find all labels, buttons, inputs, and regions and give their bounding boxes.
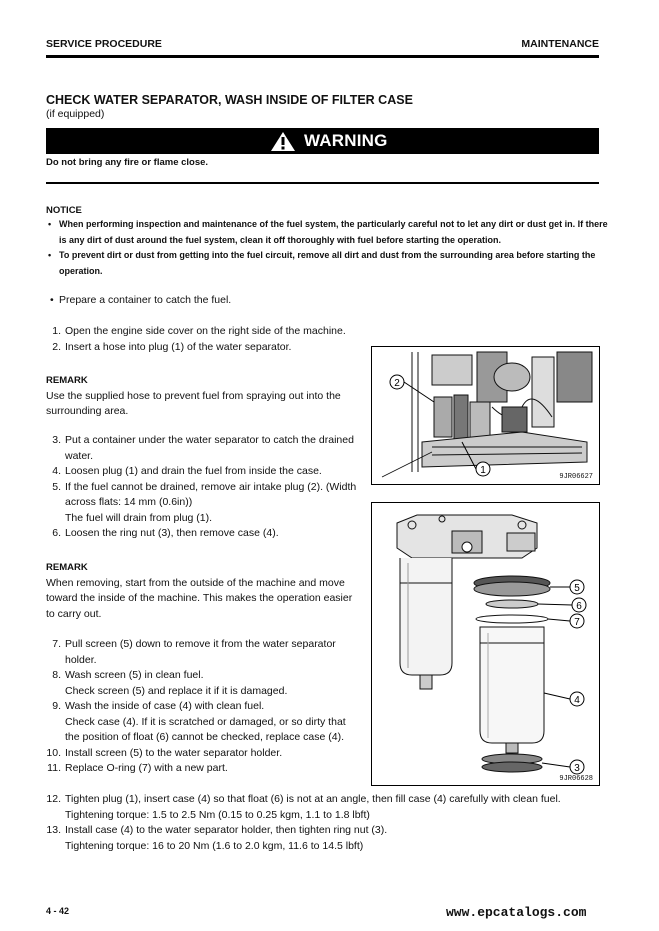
step-text: Loosen plug (1) and drain the fuel from inside the case. — [65, 465, 322, 477]
callout-7 — [570, 614, 584, 628]
step-item — [46, 433, 376, 449]
notice-title: NOTICE — [46, 205, 82, 216]
step-number: 7. — [52, 638, 61, 650]
step-item — [46, 761, 376, 777]
engine-illustration — [372, 347, 599, 484]
step-number: 6. — [52, 527, 61, 539]
step-text: Open the engine side cover on the right side of the machine. — [65, 325, 346, 337]
figure-code: 9JR06628 — [559, 775, 593, 783]
step-text: Loosen the ring nut (3), then remove case (4). — [65, 527, 279, 539]
steps-group-c — [46, 637, 376, 777]
step-text-cont: Check case (4). If it is scratched or damaged, or so dirty that — [65, 715, 346, 728]
step-text-cont: across flats: 14 mm (0.6in)) — [65, 496, 193, 508]
warning-rule — [46, 182, 599, 184]
remark-title: REMARK — [46, 562, 88, 573]
callout-label: 7 — [574, 617, 580, 628]
step-number: 4. — [52, 465, 61, 477]
step-text: Put a container under the water separator to catch the drained — [65, 434, 354, 446]
step-item — [46, 637, 376, 653]
notice-item-line2: is any dirt of dust around the fuel system, clean it off thoroughly with fuel before starting the operation. — [59, 234, 502, 245]
step-item — [46, 699, 376, 715]
notice-item: • To prevent dirt or dust from getting into the fuel circuit, remove all dirt and dust from the surrounding area before starting the operation. — [48, 250, 596, 276]
remark-block-1 — [46, 373, 376, 420]
notice-item-line2: operation. — [59, 265, 103, 276]
step-text-cont: water. — [65, 449, 94, 462]
step-item — [46, 464, 376, 480]
step-text: Replace O-ring (7) with a new part. — [65, 762, 228, 774]
steps-group-d — [46, 792, 606, 854]
steps-group-b — [46, 433, 376, 542]
step-number: 10. — [46, 746, 61, 759]
step-number: 12. — [46, 793, 61, 805]
step-item — [46, 823, 606, 839]
step-number: 8. — [52, 669, 61, 681]
step-number: 3. — [52, 434, 61, 446]
page-title: CHECK WATER SEPARATOR, WASH INSIDE OF FILTER CASE — [46, 93, 413, 107]
warning-triangle-icon — [270, 131, 296, 152]
notice-item: • When performing inspection and maintenance of the fuel system, the particularly careful not to let any dirt or dust get in. If there is any dirt of dust around the fuel system, clean it off thoroughly with fuel before starting the operation. — [48, 219, 608, 245]
step-text: Insert a hose into plug (1) of the water separator. — [65, 340, 292, 353]
page-subtitle: (if equipped) — [46, 108, 105, 120]
remark-block-2 — [46, 560, 376, 622]
remark-line: toward the inside of the machine. This makes the operation easier — [46, 592, 353, 604]
callout-label: 5 — [574, 583, 580, 594]
step-text-cont: Check screen (5) and replace it if it is damaged. — [65, 684, 288, 697]
warning-banner — [46, 128, 599, 154]
step-text: Wash screen (5) in clean fuel. — [65, 669, 204, 681]
callout-3 — [570, 760, 584, 774]
footer-url[interactable]: www.epcatalogs.com — [446, 905, 587, 920]
callout-4 — [570, 692, 584, 706]
page-number: 4 - 42 — [46, 906, 70, 916]
steps-group-a — [46, 324, 376, 355]
step-text: Install screen (5) to the water separator holder. — [65, 746, 283, 759]
step-item — [46, 480, 376, 496]
step-number: 1. — [52, 325, 61, 337]
step-number: 11. — [47, 762, 61, 774]
header-section-label: SERVICE PROCEDURE — [46, 38, 162, 50]
step-number: 13. — [46, 824, 61, 836]
figure-water-separator — [371, 502, 600, 786]
step-text-cont: Tightening torque: 16 to 20 Nm (1.6 to 2.0 kgm, 11.6 to 14.5 lbft) — [65, 839, 364, 852]
step-item — [46, 792, 606, 808]
step-text: Pull screen (5) down to remove it from the water separator — [65, 638, 336, 650]
remark-line: surrounding area. — [46, 405, 129, 417]
step-text-cont: the position of float (6) cannot be checked, replace case (4). — [65, 731, 344, 743]
step-text: If the fuel cannot be drained, remove air intake plug (2). (Width — [65, 480, 357, 493]
step-text: Tighten plug (1), insert case (4) so that float (6) is not at an angle, then fill case (4) carefully with clean fuel. — [65, 793, 561, 805]
step-text: Install case (4) to the water separator holder, then tighten ring nut (3). — [65, 824, 388, 836]
callout-label: 1 — [480, 465, 486, 476]
figure-engine-compartment — [371, 346, 600, 485]
step-text-cont: The fuel will drain from plug (1). — [65, 511, 213, 524]
callout-label: 4 — [574, 695, 580, 706]
remark-line: Use the supplied hose to prevent fuel from spraying out into the — [46, 389, 341, 402]
warning-label: WARNING — [304, 131, 388, 150]
step-text-cont: Tightening torque: 1.5 to 2.5 Nm (0.15 to 0.25 kgm, 1.1 to 1.8 lbft) — [65, 808, 370, 821]
figure-code: 9JR06627 — [559, 473, 593, 481]
callout-6 — [572, 598, 586, 612]
step-number: 9. — [52, 700, 61, 712]
step-item — [46, 746, 376, 762]
callout-label: 3 — [574, 763, 580, 774]
remark-title: REMARK — [46, 375, 88, 386]
header-rule — [46, 55, 599, 58]
callout-5 — [570, 580, 584, 594]
remark-line: to carry out. — [46, 607, 102, 620]
step-item — [46, 340, 376, 356]
step-item — [46, 526, 376, 542]
step-text-cont: holder. — [65, 653, 97, 666]
prep-bullet: • Prepare a container to catch the fuel. — [50, 294, 232, 306]
notice-item-line1: When performing inspection and maintenance of the fuel system, the particularly careful not to let any dirt or dust get in. If there — [59, 219, 608, 229]
header-chapter-label: MAINTENANCE — [521, 38, 599, 50]
notice-item-line1: To prevent dirt or dust from getting into the fuel circuit, remove all dirt and dust from the surrounding area before starting the — [59, 250, 596, 260]
callout-label: 6 — [576, 601, 582, 612]
remark-line: When removing, start from the outside of the machine and move — [46, 576, 345, 589]
step-item — [46, 324, 376, 340]
notice-list — [48, 217, 608, 279]
callout-label: 2 — [394, 378, 400, 389]
warning-text: Do not bring any fire or flame close. — [46, 157, 209, 168]
water-separator-illustration — [372, 503, 599, 785]
step-number: 2. — [52, 340, 61, 353]
prep-text: Prepare a container to catch the fuel. — [59, 294, 232, 306]
step-text: Wash the inside of case (4) with clean fuel. — [65, 700, 265, 712]
step-number: 5. — [52, 480, 61, 493]
step-item — [46, 668, 376, 684]
